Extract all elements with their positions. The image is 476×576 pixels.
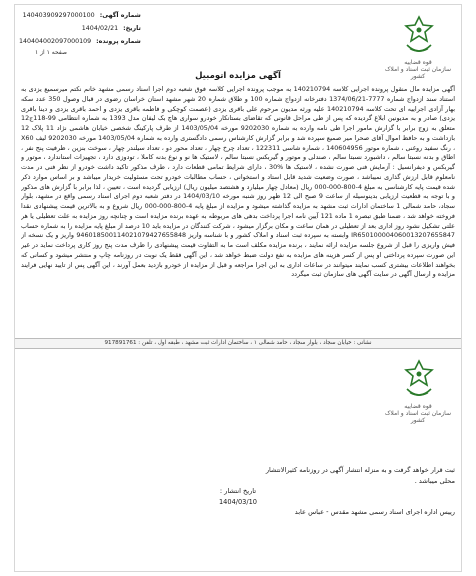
judiciary-emblem-icon-2 xyxy=(399,357,439,403)
organization-line-1: قوه قضاییه xyxy=(404,59,432,66)
notice-number-value: 140403909297000100 xyxy=(22,12,95,19)
organization-line-2b: سازمان ثبت اسناد و املاک کشور xyxy=(385,410,451,425)
publication-line-1: ثبت قرار خواهد گرفت و به منزله انتشار آگهی در روزنامه کثیرالانتشار xyxy=(265,466,455,474)
notice-title: آگهی مزایده اتومبیل xyxy=(195,71,281,81)
signatory-line: رییس اداره اجرای اسناد رسمی مشهد مقدس - عباس عابد xyxy=(294,508,455,516)
publication-section xyxy=(21,465,455,518)
file-number-value: 140404002097000109 xyxy=(19,38,92,45)
date-value: 1404/02/21 xyxy=(81,25,119,32)
publication-date-label: تاریخ انتشار : xyxy=(219,487,257,495)
notice-number-label: شماره آگهی: xyxy=(99,12,141,19)
document-page xyxy=(14,4,462,572)
address-footer: نشانی : خیابان سجاد ، بلوار سجاد ، حامد شمالی ۱ ، ساختمان ادارات ثبت مشهد ، طبقه اول ، تلفن : 917891761 xyxy=(15,338,461,349)
date-label: تاریخ: xyxy=(123,25,141,32)
publication-line-2: محلی میباشد . xyxy=(414,476,455,485)
publication-date-value: 1404/03/10 xyxy=(218,497,257,506)
file-number-row xyxy=(19,35,141,48)
judiciary-emblem-icon xyxy=(399,13,439,59)
file-number-label: شماره پرونده: xyxy=(96,38,141,45)
organization-line-2: سازمان ثبت اسناد و املاک کشور xyxy=(385,66,451,81)
organization-line-1b: قوه قضاییه xyxy=(404,403,432,410)
date-row xyxy=(19,22,141,35)
organization-name-2 xyxy=(379,403,457,425)
page-number: صفحه ۱ از ۱ xyxy=(35,49,67,56)
notice-body: آگهی مزایده مال منقول پرونده اجرایی کلاسه 140210794 به موجب پرونده اجرایی کلاسه فوق شعبه دوم اجرا اسناد رسمی مشهد خانم نکتم میرسمیع یزدی به استناد سند ازدواج شماره 7777-1374/06/21 دفترخانه ازدواج شماره 100 و طلاق شماره 20 شهر مشهد استان خراسان رضوی در قبال وصول 350 عدد سکه بهار آزادی اجراییه ای تحت کلاسه 140210794 علیه ورثه مدیون مرحوم علی باقری یزدی (عصمت کوچکی و فاطمه باقری یزدی و احمد باقری یزدی و دینا باقری یزدی) صادر و به مدیونین ابلاغ گردیده که پس از طی مراحل قانونی که تقاضای بستانکار خودرو سواری هاچ بک لیفان مدل 1393 به شماره انتظامی 99-118ج12 متعلق به زوج برابر با گزارش مامور اجرا طی نامه وارده به شماره 9202030 مورخه 1403/05/04 از طرف پارکینگ شخصی خیابان هاشمی نژاد 11 پلاک 12 بازداشت و به حافظ اموال آقای صحرا میر صمیع سپرده شد و برابر گزارش کارشناس رسمی دادگستری وارده به شماره 1403/05/04 مورخه 9202030 لیف X60 ، رنگ سفید روغنی ، شماره موتور 140604956 ، شماره شاسی 122311 ، تعداد چرخ چهار ، تعداد محور دو ، تعداد سیلندر چهار ، سوخت بنزین ، ظرفیت پنج نفر ، اطاق و بدنه نسبتا سالم ، داشبورد نسبتا سالم ، صندلی و موتور و گیربکس نسبتا سالم ، لاستیک ها نو و نوع بدنه کاملا ، تودوزی دارد ، تجهیزات استاندارد ، موتور و گیربکس و دیفرانسیل : آزمایش فنی صورت نشده ، لاستیک ها %30 ، دارای شرایط تمامی قطعات دارد ، طرف مذکور تاکید داشت خودرو از نظر فنی در مدت نامعلوم قابل ارزش گذاری نمیباشد ، صورت وضعیت شدید قابل استاد و استخوانی ، حساب مطالبات خودرو تحت مسئولیت خریدار میباشد و بر اساس موارد ذکر شده قیمت پایه کارشناسی به مبلغ 4-800-000-000 ریال (معادل چهار میلیارد و هشتصد میلیون ریال) ارزیابی گردیده است ، تعیین ، لذا برابر با گزارش های مذکور و با توجه به قطعیت ارزیابی بدینوسیله از ساعت 9 صبح الی 12 ظهر روز شنبه مورخه 1404/03/10 در دفتر شعبه دوم اجرای اسناد رسمی واقع در مشهد، بلوار سجاد، حامد شمالی 1 ساختمان ادارات ثبت مشهد به مزایده گذاشته میشود و مزایده از مبلغ پایه 4-800-000-000 ریال شروع و به بالاترین قیمت پیشنهادی نقدا فروخته خواهد شد ، ضمنا طبق تبصره 1 ماده 121 آیین نامه اجرا پرداخت بدهی های مربوطه به عهده برنده مزایده است و چنانچه روز مزایده به علت تعطیلی یا هر علتی تشکیل نشود روز اداری بعد از تعطیلی در همان ساعت و مکان برگزار میشود ، شرکت کنندگان در مزایده باید 10 درصد از مبلغ پایه مزایده را به شماره حساب IR650100004060013207655847 وابسته به سپرده ثبت اسناد و املاک کشور و با شناسه واریز 946018500114021079427655848 واریز و یک نسخه از فیش واریزی را قبل از شروع جلسه مزایده ارائه نمایند ، برنده مزایده مکلف است ما به التفاوت قیمت پیشنهادی را ظرف مدت پنج روز کاری پرداخت نماید در غیر این صورت سپرده پرداختی او پس از کسر هزینه های مزایده به نفع دولت ضبط خواهد شد ، این آگهی فقط یک نوبت در روزنامه چاپ و منتشر میشود و کسانی که بخواهند اطلاعات بیشتری کسب نمایند میتوانند در ساعات اداری به این اجرا مراجعه و قبل از مزایده از خودرو بازدید بعمل آورند ، این آگهی پس از تایید نهایی فرایند مزایده و ارسال آگهی در سایت آگهی های سازمان ثبت میگردد xyxy=(21,85,455,279)
notice-number-row xyxy=(19,9,141,22)
document-meta xyxy=(19,9,141,48)
